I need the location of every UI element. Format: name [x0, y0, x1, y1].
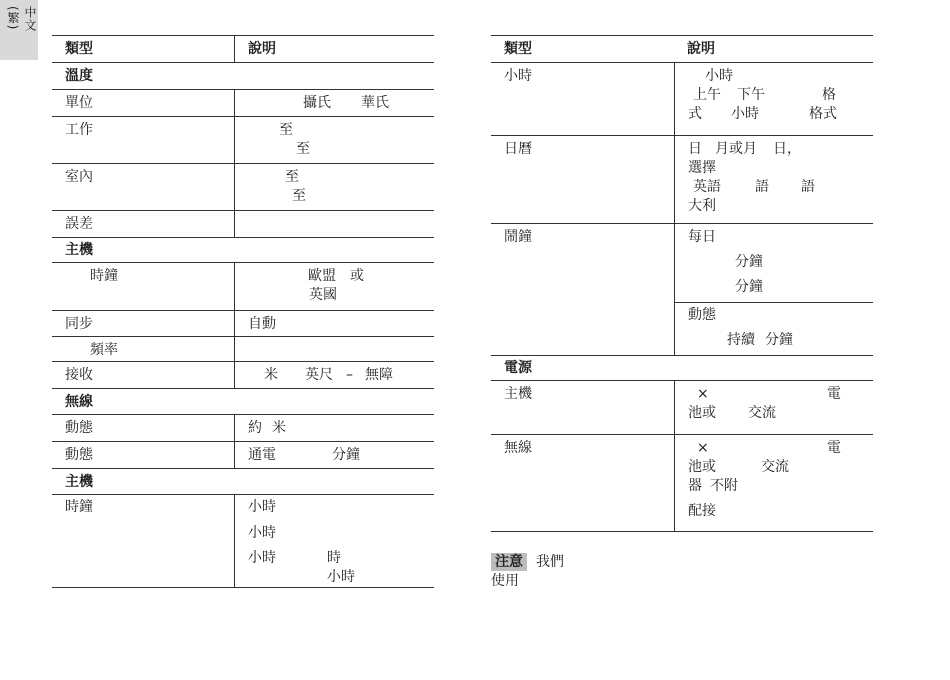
- row-desc: 持續: [727, 332, 755, 348]
- row-desc: 時: [327, 550, 341, 566]
- section-power: 電源: [504, 360, 532, 376]
- table-row: [52, 442, 434, 469]
- row-desc: 米: [272, 420, 286, 436]
- row-desc: 日: [688, 141, 702, 157]
- row-label: 主機: [504, 386, 532, 402]
- row-desc: 不附: [710, 478, 738, 494]
- section-wireless: 無線: [65, 394, 93, 410]
- table-row: [491, 63, 873, 136]
- row-desc: 華氏: [361, 95, 389, 111]
- table-row: [491, 381, 873, 435]
- section-temperature: 溫度: [65, 68, 93, 84]
- row-desc: 每日: [688, 229, 716, 245]
- row-desc: 配接: [688, 503, 716, 519]
- row-desc: 英尺: [305, 367, 333, 383]
- table-row: [491, 435, 873, 532]
- row-desc: 英國: [309, 287, 337, 303]
- table-row: [52, 337, 434, 362]
- header-type: 類型: [504, 41, 532, 57]
- row-label: 工作: [65, 122, 93, 138]
- row-desc: 語: [755, 179, 769, 195]
- table-row: [52, 164, 434, 211]
- table-row: [491, 224, 873, 356]
- spec-table-left: [52, 35, 434, 588]
- note-text: 使用: [491, 573, 519, 589]
- row-desc: 英語: [693, 179, 721, 195]
- table-row: [52, 211, 434, 238]
- row-label: 誤差: [65, 216, 93, 232]
- table-header: [52, 35, 434, 63]
- section-row: [52, 469, 434, 495]
- row-desc: 分鐘: [332, 447, 360, 463]
- row-desc: ×: [697, 386, 709, 402]
- row-label: 小時: [504, 68, 532, 84]
- row-desc: 通電: [248, 447, 276, 463]
- row-desc: 日，: [773, 141, 801, 157]
- note-badge: 注意: [491, 553, 527, 571]
- row-label: 時鐘: [90, 268, 118, 284]
- row-label: 動態: [65, 447, 93, 463]
- row-desc: ×: [697, 440, 709, 456]
- row-desc: 池或: [688, 405, 716, 421]
- row-desc: 小時: [705, 68, 733, 84]
- section-row: [52, 389, 434, 415]
- row-desc: 至: [285, 169, 299, 185]
- spec-table-right: [491, 35, 873, 532]
- row-label: 無線: [504, 440, 532, 456]
- row-desc: 約: [248, 420, 262, 436]
- row-desc: 小時: [248, 525, 276, 541]
- row-desc: 器: [688, 478, 702, 494]
- row-desc: 動態: [688, 307, 716, 323]
- table-row: [491, 136, 873, 224]
- table-row: [52, 495, 434, 588]
- row-desc: 小時: [327, 569, 355, 585]
- note-text: 我們: [536, 554, 564, 570]
- section-row: [491, 356, 873, 381]
- section-main-unit: 主機: [65, 474, 93, 490]
- row-desc: –: [346, 367, 353, 383]
- row-desc: 至: [279, 122, 293, 138]
- table-row: [52, 263, 434, 311]
- header-type: 類型: [65, 41, 93, 57]
- header-desc: 說明: [687, 41, 715, 57]
- row-desc: 池或: [688, 459, 716, 475]
- section-main-unit: 主機: [65, 242, 93, 258]
- language-tab: [0, 0, 38, 60]
- row-desc: 分鐘: [765, 332, 793, 348]
- row-label: 鬧鐘: [504, 229, 532, 245]
- row-desc: 式: [688, 106, 702, 122]
- section-row: [52, 238, 434, 263]
- row-desc: 月或月: [715, 141, 757, 157]
- row-desc: 格式: [809, 106, 837, 122]
- row-label: 單位: [65, 95, 93, 111]
- table-row: [52, 362, 434, 389]
- row-divider: [674, 302, 873, 303]
- header-desc: 說明: [248, 41, 276, 57]
- table-header: [491, 35, 873, 63]
- row-desc: 選擇: [688, 160, 716, 176]
- row-desc: 米: [264, 367, 278, 383]
- row-desc: 歐盟: [308, 268, 336, 284]
- row-desc: 至: [296, 141, 310, 157]
- row-desc: 或: [350, 268, 364, 284]
- row-desc: 下午: [737, 87, 765, 103]
- row-label: 頻率: [90, 342, 118, 358]
- table-row: [52, 311, 434, 337]
- language-tab-label: 中文 (繁): [6, 6, 37, 32]
- row-desc: 格: [822, 87, 836, 103]
- row-label: 日曆: [504, 141, 532, 157]
- row-desc: 至: [292, 188, 306, 204]
- row-desc: 交流: [761, 459, 789, 475]
- section-row: [52, 63, 434, 90]
- row-desc: 無障: [365, 367, 393, 383]
- row-desc: 分鐘: [735, 254, 763, 270]
- table-row: [52, 415, 434, 442]
- row-desc: 小時: [248, 499, 276, 515]
- table-row: [52, 90, 434, 117]
- row-label: 室內: [65, 169, 93, 185]
- row-desc: 電: [827, 386, 841, 402]
- row-desc: 語: [801, 179, 815, 195]
- row-desc: 大利: [688, 198, 716, 214]
- row-desc: 自動: [248, 316, 276, 332]
- row-desc: 電: [827, 440, 841, 456]
- row-label: 動態: [65, 420, 93, 436]
- row-label: 時鐘: [65, 499, 93, 515]
- row-label: 同步: [65, 316, 93, 332]
- row-desc: 攝氏: [303, 95, 331, 111]
- table-row: [52, 117, 434, 164]
- row-desc: 分鐘: [735, 279, 763, 295]
- row-desc: 小時: [731, 106, 759, 122]
- row-label: 接收: [65, 367, 93, 383]
- row-desc: 上午: [693, 87, 721, 103]
- row-desc: 交流: [748, 405, 776, 421]
- row-desc: 小時: [248, 550, 276, 566]
